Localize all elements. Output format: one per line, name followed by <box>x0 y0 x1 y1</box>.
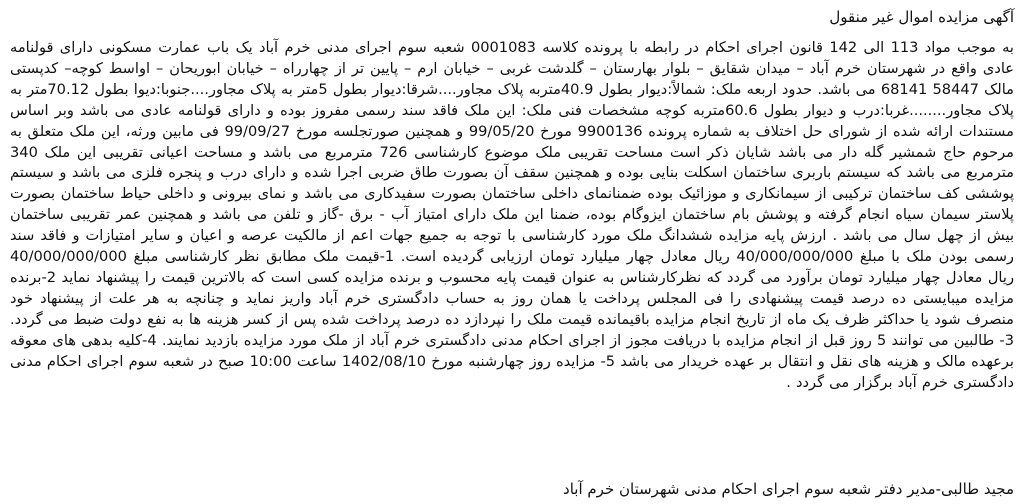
notice-title: آگهی مزایده اموال غیر منقول <box>829 8 1014 26</box>
notice-signature: مجید طالبی-مدیر دفتر شعبه سوم اجرای احکام مدنی شهرستان خرم آباد <box>563 480 1014 498</box>
notice-body: به موجب مواد 113 الی 142 قانون اجرای احکام در رابطه با پرونده کلاسه 0001083 شعبه سوم اجرای مدنی خرم آباد یک باب عمارت مسکونی دارای قولنامه عادی واقع در شهرستان خرم آباد – میدان شقایق – بلوار بهارستان – گلدشت غربی – خیابان ارم – پایین تر از چهارراه – خیابان ابوریحان – اواسط کوچه– کدپستی مالک 58447 68141 می باشد. حدود اربعه ملک: شمالاً:دیوار بطول 40.9متربه پلاک مجاور....شرقا:دیوار بطول 5متر به پلاک مجاور....جنوبا:دیوا بطول 70.12متر به پلاک مجاور........غربا:درب و دیوار بطول 60.6متربه کوچه مشخصات فنی ملک: این ملک فاقد سند رسمی مفروز بوده و دارای قولنامه عادی می باشد وبر اساس مستندات ارائه شده از شورای حل اختلاف به شماره پرونده 9900136 مورخ 99/05/20 و همچنین صورتجلسه مورخ 99/09/27 فی مابین ورثه، این ملک متعلق به مرحوم حاج شمشیر گله دار می باشد شایان ذکر است مساحت تقریبی ملک موضوع کارشناسی 726 مترمربع می باشد و مساحت اعیانی تقریبی این ملک 340 مترمربع می باشد که سیستم باربری ساختمان اسکلت بنایی بوده و همچنین سقف آن بصورت طاق ضربی اجرا شده و دارای درب و پنجره فلزی می باشد و سیستم پوششی کف ساختمان ترکیبی از سیمانکاری و موزائیک بوده ضمنانمای داخلی ساختمان بصورت سفیدکاری می باشد و نمای بیرونی و داخلی حیاط ساختمان بصورت پلاستر سیمان سیاه انجام گرفته و پوشش بام ساختمان ایزوگام بوده، ضمنا این ملک دارای امتیاز آب - برق -گاز و تلفن می باشد و همچنین عمر تقریبی ساختمان بیش از چهل سال می باشد . ارزش پایه مزایده ششدانگ ملک مورد کارشناسی با توجه به جمیع جهات اعم از مالکیت عرصه و اعیان و سایر امتیازات و فاقد سند رسمی بودن ملک با مبلغ 40/000/000/000 ریال معادل چهار میلیارد تومان ارزیابی گردیده است. 1-قیمت ملک مطابق نظر کارشناسی مبلغ 40/000/000/000 ریال معادل چهار میلیارد تومان برآورد می گردد که نظرکارشناس به عنوان قیمت پایه محسوب و برنده مزایده کسی است که بالاترین قیمت را پیشنهاد نماید 2-برنده مزایده میبایستی ده درصد قیمت پیشنهادی را فی المجلس پرداخت یا همان روز به حساب دادگستری خرم آباد واریز نماید و چنانچه به هر علت از پیشنهاد خود منصرف شود یا حداکثر ظرف یک ماه از تاریخ انجام مزایده باقیمانده قیمت ملک را نپردازد ده درصد پرداخت شده پس از کسر هزینه ها به نفع دولت ضبط می گردد. 3- طالبین می توانند 5 روز قبل از انجام مزایده با دریافت مجوز از اجرای احکام مدنی دادگستری خرم آباد از ملک مورد مزایده بازدید نمایند. 4-کلیه بدهی های معوقه برعهده مالک و هزینه های نقل و انتقال بر عهده خریدار می باشد 5- مزایده روز چهارشنبه مورخ 1402/08/10 ساعت 10:00 صبح در شعبه سوم اجرای احکام مدنی دادگستری خرم آباد برگزار می گردد . <box>10 39 1014 391</box>
